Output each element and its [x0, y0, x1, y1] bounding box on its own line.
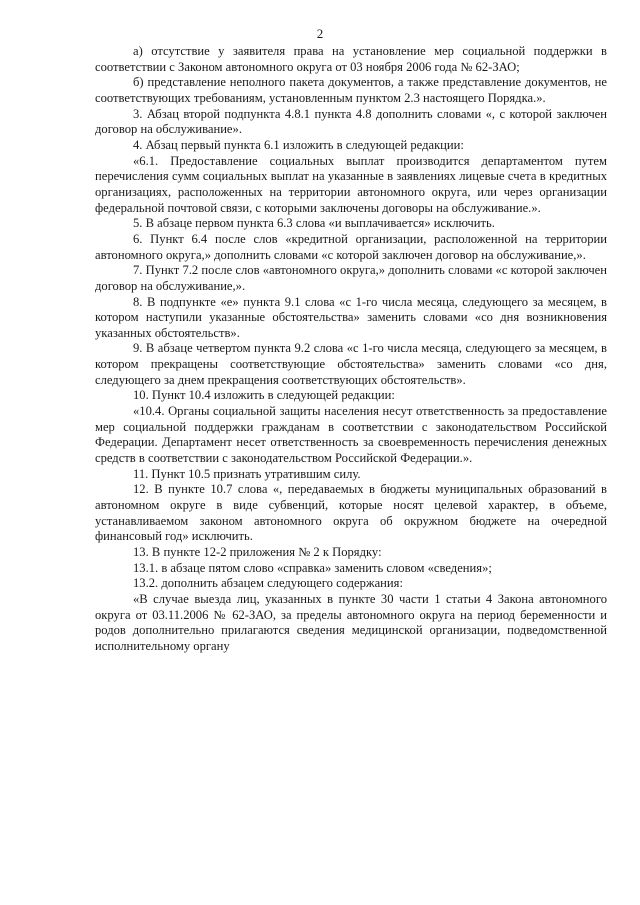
paragraph-item-13-1: 13.1. в абзаце пятом слово «справка» заменить словом «сведения»; [133, 560, 492, 575]
paragraph-item-13-2-quote: «В случае выезда лиц, указанных в пункте 30 части 1 статьи 4 Закона автономного округа от 03.11.2006 № 62-ЗАО, за пределы автономного округа на период беременности и родов дополнительно прилагаются сведения медицинской организации, подведомственной исполнительному органу [95, 591, 607, 653]
document-body [95, 44, 607, 655]
paragraph-item-13: 13. В пункте 12-2 приложения № 2 к Порядку: [133, 545, 382, 559]
paragraph-item-10: 10. Пункт 10.4 изложить в следующей редакции: [133, 388, 395, 403]
paragraph-item-12: 12. В пункте 10.7 слова «, передаваемых в бюджеты муниципальных образований в автономном округе в виде субвенций, которые носят целевой характер, в объеме, устанавливаемом законом автономного округа об окружном бюджете на очередной финансовый год» исключить. [95, 482, 607, 544]
page-number: 2 [316, 26, 324, 41]
paragraph-item-7: 7. Пункт 7.2 после слов «автономного округа,» дополнить словами «с которой заключен договор на обслуживание,». [95, 263, 607, 293]
paragraph-item-6: 6. Пункт 6.4 после слов «кредитной организации, расположенной на территории автономного округа,» дополнить словами «с которой заключен договор на обслуживание,». [95, 231, 607, 262]
paragraph-item-9: 9. В абзаце четвертом пункта 9.2 слова «с 1-го числа месяца, следующего за месяцем, в котором прекращены соответствующие обстоятельства» заменить словами «со дня, следующего за днем прекращения соответствующих обстоятельств». [95, 341, 607, 387]
paragraph-item-11: 11. Пункт 10.5 признать утратившим силу. [133, 466, 361, 481]
paragraph-item-8: 8. В подпункте «е» пункта 9.1 слова «с 1-го числа месяца, следующего за месяцем, в котором наступили указанные обстоятельства» заменить словами «со дня возникновения указанных обстоятельств». [95, 294, 607, 340]
paragraph-item-4-quote: «6.1. Предоставление социальных выплат производится департаментом путем перечисления сумм социальных выплат на указанные в заявлениях лицевые счета в кредитных организациях, расположенных на территории автономного округа, или через организации федеральной почтовой связи, с которыми заключены договоры на обслуживание.». [95, 153, 607, 215]
paragraph-item-5: 5. В абзаце первом пункта 6.3 слова «и выплачивается» исключить. [133, 216, 495, 231]
paragraph-item-4: 4. Абзац первый пункта 6.1 изложить в следующей редакции: [133, 137, 464, 152]
paragraph-b: б) представление неполного пакета документов, а также представление документов, не соответствующих требованиям, установленным пунктом 2.3 настоящего Порядка.». [95, 75, 607, 105]
paragraph-a: а) отсутствие у заявителя права на установление мер социальной поддержки в соответствии с Законом автономного округа от 03 ноября 2006 года № 62-ЗАО; [95, 44, 607, 74]
paragraph-item-13-2: 13.2. дополнить абзацем следующего содержания: [133, 576, 403, 591]
paragraph-item-10-quote: «10.4. Органы социальной защиты населения несут ответственность за предоставление мер социальной поддержки гражданам в соответствии с законодательством Российской Федерации. Департамент несет ответственность за своевременность перечисления денежных средств в соответствии с законодательством Российской Федерации.». [95, 404, 607, 466]
paragraph-item-3: 3. Абзац второй подпункта 4.8.1 пункта 4.8 дополнить словами «, с которой заключен договор на обслуживание». [95, 106, 607, 137]
